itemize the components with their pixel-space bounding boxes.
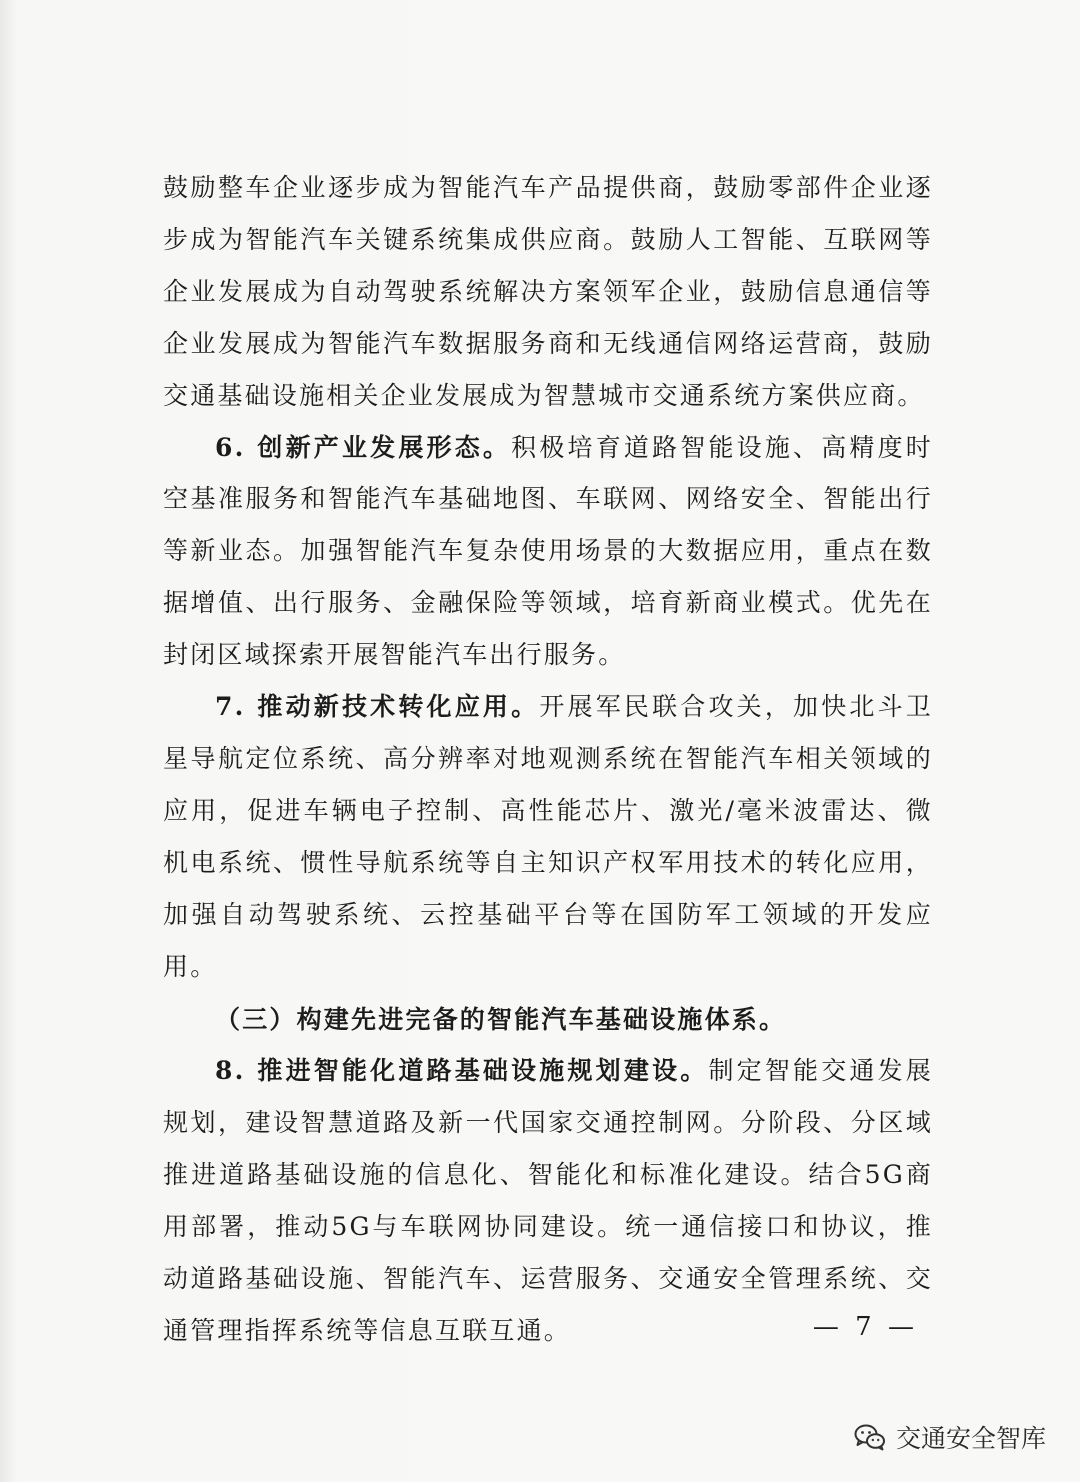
- page-number: — 7 —: [812, 1312, 918, 1342]
- paragraph-7-lead: 7. 推动新技术转化应用。: [215, 692, 540, 722]
- paragraph-6-lead: 6. 创新产业发展形态。: [215, 432, 512, 462]
- watermark-text: 交通安全智库: [895, 1424, 1046, 1453]
- document-body: [163, 162, 933, 1357]
- paragraph-7-text: 开展军民联合攻关，加快北斗卫星导航定位系统、高分辨率对地观测系统在智能汽车相关领域的应用，促进车辆电子控制、高性能芯片、激光/毫米波雷达、微机电系统、惯性导航系统等自主知识产权军用技术的转化应用，加强自动驾驶系统、云控基础平台等在国防军工领域的开发应用。: [163, 692, 933, 981]
- section-heading: （三）构建先进完备的智能汽车基础设施体系。: [215, 1004, 787, 1034]
- watermark: [854, 1419, 1046, 1455]
- paragraph-8: [163, 1045, 933, 1356]
- paragraph-5-continued: 鼓励整车企业逐步成为智能汽车产品提供商，鼓励零部件企业逐步成为智能汽车关键系统集成供应商。鼓励人工智能、互联网等企业发展成为自动驾驶系统解决方案领军企业，鼓励信息通信等企业发展成为智能汽车数据服务商和无线通信网络运营商，鼓励交通基础设施相关企业发展成为智慧城市交通系统方案供应商。: [163, 173, 933, 410]
- paragraph-8-text: 制定智能交通发展规划，建设智慧道路及新一代国家交通控制网。分阶段、分区域推进道路基础设施的信息化、智能化和标准化建设。结合5G商用部署，推动5G与车联网协同建设。统一通信接口和协议，推动道路基础设施、智能汽车、运营服务、交通安全管理系统、交通管理指挥系统等信息互联互通。: [163, 1056, 933, 1345]
- paragraph-6: [163, 422, 933, 682]
- paragraph-8-lead: 8. 推进智能化道路基础设施规划建设。: [215, 1056, 709, 1086]
- paragraph-6-text: 积极培育道路智能设施、高精度时空基准服务和智能汽车基础地图、车联网、网络安全、智能出行等新业态。加强智能汽车复杂使用场景的大数据应用，重点在数据增值、出行服务、金融保险等领域，培育新商业模式。优先在封闭区域探索开展智能汽车出行服务。: [163, 432, 933, 670]
- wechat-icon: [854, 1423, 886, 1451]
- paragraph-7: [163, 681, 933, 992]
